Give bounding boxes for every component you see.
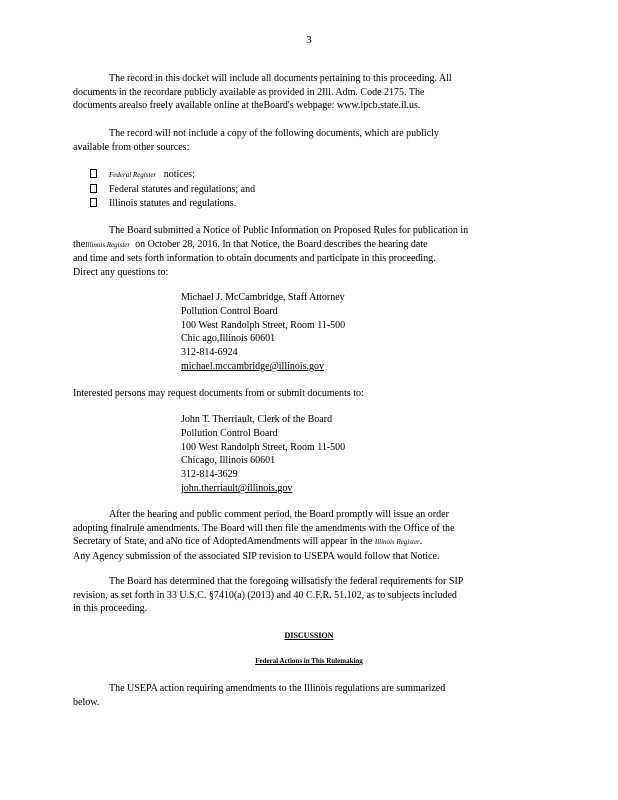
contact-phone: 312-814-3629 (181, 469, 238, 481)
bullet-list (90, 168, 255, 212)
contact-block-attorney (181, 291, 345, 374)
text-line: adopting finalrule amendments. The Board will then file the amendments with the Office of the (73, 522, 455, 534)
heading-text: Federal Actions in This Rulemaking (255, 657, 363, 665)
italic-text: Federal Register (109, 171, 157, 179)
paragraph-usepa-action (73, 682, 545, 709)
contact-email-link[interactable]: michael.mccambridge@illinois.gov (181, 360, 325, 372)
heading-federal-actions (0, 657, 618, 665)
list-item (90, 197, 255, 212)
text-line: The record will not include a copy of the following documents, which are publicly (109, 128, 439, 139)
text-line: The record in this docket will include all documents pertaining to this proceeding. All (109, 73, 452, 84)
paragraph-request-documents (73, 387, 545, 401)
contact-block-clerk (181, 413, 345, 496)
heading-text: DISCUSSION (284, 631, 334, 640)
text-line: below. (73, 696, 100, 708)
italic-text: Illinois Register (374, 538, 420, 546)
contact-street: 100 West Randolph Street, Room 11-500 (181, 441, 346, 453)
contact-city: Chicago, Illinois 60601 (181, 455, 276, 467)
contact-phone: 312-814-6924 (181, 347, 238, 359)
contact-name: Michael J. McCambridge, Staff Attorney (181, 292, 345, 303)
contact-name: John T. Therriault, Clerk of the Board (181, 414, 333, 425)
text-fragment: . (419, 536, 423, 547)
text-fragment: on October 28, 2016. In that Notice, the Board describes the hearing date (135, 238, 428, 250)
text-line: After the hearing and public comment period, the Board promptly will issue an order (109, 509, 449, 520)
text-line: documents in the recordare publicly available as provided in 2Ill. Adm. Code 2175. The (73, 86, 425, 98)
list-item (90, 168, 255, 183)
text-line: revision, as set forth in 33 U.S.C. §7410(a) (2013) and 40 C.F.R. 51.102, as to subjects included (73, 589, 457, 601)
text-line: Interested persons may request documents from or submit documents to: (73, 388, 364, 399)
text-fragment: the (73, 238, 86, 250)
list-item-text: Illinois statutes and regulations. (109, 198, 237, 209)
text-line: Direct any questions to: (73, 266, 169, 278)
text-line: The Board has determined that the foregoing willsatisfy the federal requirements for SIP (109, 576, 464, 587)
bullet-box-icon (90, 198, 97, 207)
paragraph-final-order (73, 508, 545, 563)
text-line (73, 238, 545, 253)
paragraph-record-contents (73, 72, 545, 113)
paragraph-sip-determination (73, 575, 545, 616)
text-fragment: Secretary of State, and aNo tice of AdoptedAmendments will appear in the (73, 536, 373, 547)
text-line: and time and sets forth information to obtain documents and participate in this proceeding. (73, 253, 436, 264)
list-item (90, 183, 255, 198)
contact-org: Pollution Control Board (181, 305, 278, 317)
text-line: The USEPA action requiring amendments to the Illinois regulations are summarized (109, 683, 446, 694)
text-line (73, 535, 545, 550)
italic-text: Illinois Register (85, 240, 131, 249)
text-line: The Board submitted a Notice of Public Information on Proposed Rules for publication in (109, 225, 469, 236)
paragraph-record-exclusions (73, 127, 545, 154)
text-line: documents arealso freely available online at theBoard's webpage: www.ipcb.state.il.us. (73, 100, 421, 111)
bullet-box-icon (90, 184, 97, 193)
contact-city: Chic ago,Illinois 60601 (181, 333, 276, 345)
paragraph-notice (73, 224, 545, 279)
text-line: available from other sources: (73, 141, 190, 153)
text-line: in this proceeding. (73, 603, 148, 614)
bullet-box-icon (90, 169, 97, 178)
contact-street: 100 West Randolph Street, Room 11-500 (181, 319, 346, 331)
contact-email-link[interactable]: john.therriault@illinois.gov (181, 482, 293, 494)
page-number: 3 (306, 34, 312, 46)
list-item-text: Federal statutes and regulations; and (109, 183, 256, 195)
list-item-text: notices; (163, 169, 195, 180)
text-line: Any Agency submission of the associated SIP revision to USEPA would follow that Notice. (73, 550, 440, 562)
contact-org: Pollution Control Board (181, 427, 278, 439)
heading-discussion (0, 631, 618, 640)
